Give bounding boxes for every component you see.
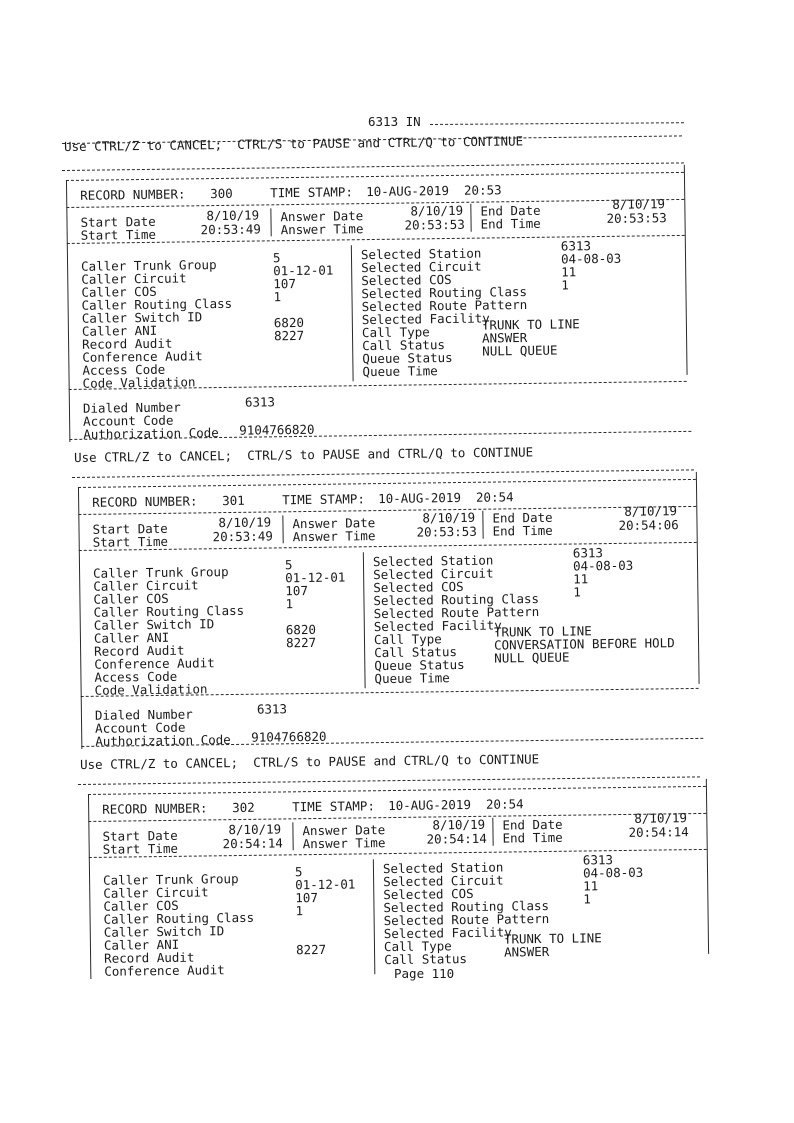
end-date-value: 8/10/19: [624, 503, 678, 519]
call-type-value: TRUNK TO LINE: [493, 623, 592, 640]
page-number: Page 110: [394, 966, 455, 981]
queue-time-label: Queue Time: [374, 670, 450, 687]
start-time-label: Start Time: [92, 533, 169, 550]
queue-status-label: Queue Status: [362, 349, 453, 367]
time-stamp-value: 10-AUG-2019 20:54: [388, 796, 524, 814]
selected-station-value: 6313: [582, 852, 614, 868]
record-number-value: 300: [210, 185, 233, 202]
call-status-label: Call Status: [362, 337, 446, 354]
control-instructions: Use CTRL/Z to CANCEL; CTRL/S to PAUSE and CTRL/Q to CONTINUE: [79, 751, 540, 772]
authorization-code-value: 9104766820: [251, 728, 327, 745]
selected-route-pattern-label: Selected Route Pattern: [361, 296, 528, 315]
call-type-label: Call Type: [361, 324, 430, 341]
caller-switch-id-label: Caller Switch ID: [81, 309, 203, 326]
caller-cos-value: 107: [285, 582, 309, 599]
end-date-label: End Date: [480, 202, 541, 219]
caller-routing-class-value: 1: [295, 903, 304, 919]
column-divider: [282, 515, 283, 543]
call-type-value: TRUNK TO LINE: [503, 930, 602, 947]
divider: [62, 162, 684, 171]
record-right-border: [696, 472, 700, 684]
header-divider: [430, 122, 684, 125]
start-date-label: Start Date: [102, 827, 178, 844]
column-divider: [351, 245, 354, 381]
record-right-border: [684, 165, 688, 375]
conference-audit-label: Conference Audit: [94, 655, 215, 672]
call-type-label: Call Type: [383, 938, 452, 955]
start-time-value: 20:53:49: [200, 221, 261, 238]
caller-cos-value: 107: [295, 889, 319, 906]
answer-date-value: 8/10/19: [432, 816, 486, 833]
record-number-value: 302: [232, 799, 255, 816]
divider: [67, 235, 685, 244]
record-left-border: [66, 180, 70, 442]
selected-facility-label: Selected Facility: [383, 924, 512, 942]
caller-circuit-label: Caller Circuit: [93, 577, 199, 594]
start-time-label: Start Time: [80, 226, 157, 243]
selected-route-pattern-label: Selected Route Pattern: [373, 603, 540, 622]
column-divider: [492, 818, 493, 846]
end-date-label: End Date: [502, 816, 563, 833]
caller-cos-label: Caller COS: [93, 590, 169, 607]
start-date-label: Start Date: [80, 213, 156, 230]
account-code-label: Account Code: [95, 719, 186, 736]
end-date-value: 8/10/19: [634, 810, 688, 826]
caller-trunk-group-label: Caller Trunk Group: [102, 871, 239, 888]
caller-ani-value: 6820: [273, 314, 305, 331]
answer-time-label: Answer Time: [280, 221, 364, 238]
control-instructions: Use CTRL/Z to CANCEL; CTRL/S to PAUSE and CTRL/Q to CONTINUE: [73, 444, 534, 465]
end-time-label: End Time: [502, 829, 563, 846]
queue-time-label: Queue Time: [362, 363, 438, 380]
divider: [72, 469, 694, 478]
selected-routing-class-value: 1: [583, 891, 592, 907]
record-top-border: [78, 479, 696, 488]
selected-routing-class-label: Selected Routing Class: [361, 283, 528, 302]
selected-station-value: 6313: [572, 545, 604, 561]
dialed-number-value: 6313: [256, 701, 288, 717]
call-status-value: CONVERSATION BEFORE HOLD: [493, 635, 675, 653]
caller-switch-id-label: Caller Switch ID: [103, 923, 225, 940]
record-number-label: RECORD NUMBER:: [92, 493, 198, 510]
access-code-label: Access Code: [94, 668, 178, 685]
column-divider: [292, 822, 293, 850]
selected-circuit-label: Selected Circuit: [373, 565, 494, 583]
selected-station-label: Selected Station: [382, 859, 504, 877]
caller-ani-label: Caller ANI: [81, 322, 158, 339]
dialed-number-label: Dialed Number: [82, 399, 181, 416]
access-code-label: Access Code: [82, 361, 166, 378]
time-stamp-value: 10-AUG-2019 20:53: [366, 182, 502, 200]
code-validation-label: Code Validation: [94, 681, 208, 698]
selected-cos-label: Selected COS: [373, 578, 464, 596]
record-audit-value: 8227: [295, 941, 327, 958]
selected-circuit-value: 04-08-03: [560, 250, 622, 267]
caller-routing-class-label: Caller Routing Class: [103, 909, 255, 927]
caller-routing-class-value: 1: [273, 289, 282, 305]
selected-cos-label: Selected COS: [383, 885, 474, 903]
dialed-number-label: Dialed Number: [94, 706, 193, 723]
column-divider: [373, 859, 376, 974]
record-number-value: 301: [222, 492, 245, 509]
call-type-label: Call Type: [373, 631, 442, 648]
call-status-label: Call Status: [374, 644, 458, 661]
authorization-code-value: 9104766820: [239, 421, 315, 438]
divider: [89, 849, 707, 858]
start-date-label: Start Date: [92, 520, 168, 537]
account-code-label: Account Code: [83, 412, 174, 429]
code-validation-label: Code Validation: [82, 374, 196, 391]
caller-trunk-group-label: Caller Trunk Group: [92, 564, 229, 581]
divider: [78, 776, 700, 785]
record-left-border: [78, 487, 82, 749]
answer-time-label: Answer Time: [292, 528, 376, 545]
call-record-300: [66, 175, 697, 445]
caller-ani-label: Caller ANI: [93, 629, 170, 646]
record-audit-label: Record Audit: [104, 949, 195, 966]
caller-switch-id-label: Caller Switch ID: [93, 616, 215, 633]
answer-date-label: Answer Date: [280, 208, 364, 225]
caller-circuit-label: Caller Circuit: [103, 884, 209, 901]
start-date-value: 8/10/19: [218, 514, 272, 531]
answer-time-label: Answer Time: [302, 835, 386, 852]
conference-audit-label: Conference Audit: [82, 348, 203, 365]
record-audit-label: Record Audit: [82, 335, 173, 352]
column-divider: [482, 511, 483, 539]
page-title: 6313 IN: [368, 114, 421, 129]
end-date-value: 8/10/19: [612, 196, 666, 212]
caller-ani-value: 6820: [285, 621, 317, 638]
selected-circuit-label: Selected Circuit: [361, 258, 482, 276]
record-audit-value: 8227: [273, 327, 305, 344]
end-date-label: End Date: [492, 509, 553, 526]
queue-status-value: NULL QUEUE: [494, 649, 570, 666]
end-time-value: 20:53:53: [606, 210, 667, 226]
call-record-302: [88, 789, 718, 982]
time-stamp-label: TIME STAMP:: [282, 491, 366, 508]
control-instructions: Use CTRL/Z to CANCEL; CTRL/S to PAUSE and CTRL/Q to CONTINUE: [63, 133, 524, 154]
selected-circuit-label: Selected Circuit: [383, 872, 504, 890]
selected-facility-label: Selected Facility: [373, 617, 502, 635]
queue-status-value: NULL QUEUE: [482, 342, 558, 359]
end-time-label: End Time: [480, 215, 541, 232]
end-time-label: End Time: [492, 522, 553, 539]
caller-ani-label: Caller ANI: [103, 936, 180, 953]
caller-circuit-value: 01-12-01: [285, 569, 346, 586]
caller-cos-label: Caller COS: [103, 897, 179, 914]
answer-date-label: Answer Date: [292, 515, 376, 532]
selected-routing-class-value: 1: [561, 277, 570, 293]
record-top-border: [88, 786, 706, 795]
record-number-label: RECORD NUMBER:: [80, 186, 186, 203]
caller-trunk-group-value: 5: [294, 864, 303, 880]
dialed-number-value: 6313: [244, 394, 276, 410]
column-divider: [470, 204, 471, 232]
call-status-value: ANSWER: [481, 329, 528, 346]
selected-circuit-value: 04-08-03: [582, 864, 644, 881]
conference-audit-label: Conference Audit: [104, 962, 225, 979]
selected-station-label: Selected Station: [360, 245, 482, 263]
authorization-code-label: Authorization Code: [95, 732, 231, 749]
start-time-label: Start Time: [102, 840, 179, 857]
end-time-value: 20:54:06: [618, 517, 679, 533]
caller-routing-class-value: 1: [285, 596, 294, 612]
column-divider: [363, 552, 366, 688]
call-type-value: TRUNK TO LINE: [481, 316, 580, 333]
answer-time-value: 20:54:14: [426, 830, 487, 847]
caller-circuit-value: 01-12-01: [273, 262, 334, 279]
caller-trunk-group-value: 5: [284, 557, 293, 573]
record-right-border: [706, 779, 709, 954]
caller-routing-class-label: Caller Routing Class: [93, 602, 245, 620]
call-status-label: Call Status: [384, 951, 468, 968]
call-record-301: [78, 482, 709, 752]
caller-trunk-group-label: Caller Trunk Group: [80, 257, 217, 274]
start-date-value: 8/10/19: [228, 821, 282, 838]
start-time-value: 20:53:49: [212, 528, 273, 545]
caller-cos-label: Caller COS: [81, 283, 157, 300]
caller-trunk-group-value: 5: [272, 250, 281, 266]
caller-circuit-value: 01-12-01: [295, 876, 356, 893]
column-divider: [270, 208, 271, 236]
divider: [79, 542, 697, 551]
selected-cos-value: 11: [583, 878, 599, 894]
selected-routing-class-label: Selected Routing Class: [373, 590, 540, 609]
selected-cos-label: Selected COS: [361, 271, 452, 289]
caller-routing-class-label: Caller Routing Class: [81, 295, 233, 313]
authorization-code-label: Authorization Code: [83, 425, 219, 442]
answer-time-value: 20:53:53: [404, 216, 465, 233]
answer-date-value: 8/10/19: [422, 509, 476, 526]
queue-status-label: Queue Status: [374, 656, 465, 674]
start-date-value: 8/10/19: [206, 207, 260, 224]
record-audit-value: 8227: [285, 634, 317, 651]
answer-date-value: 8/10/19: [410, 202, 464, 219]
selected-route-pattern-label: Selected Route Pattern: [383, 910, 550, 929]
time-stamp-value: 10-AUG-2019 20:54: [378, 489, 514, 507]
end-time-value: 20:54:14: [628, 824, 689, 840]
answer-time-value: 20:53:53: [416, 523, 477, 540]
selected-routing-class-value: 1: [573, 584, 582, 600]
time-stamp-label: TIME STAMP:: [292, 798, 376, 815]
selected-circuit-value: 04-08-03: [572, 557, 634, 574]
start-time-value: 20:54:14: [222, 835, 283, 852]
answer-date-label: Answer Date: [302, 822, 386, 839]
selected-routing-class-label: Selected Routing Class: [383, 897, 550, 916]
selected-facility-label: Selected Facility: [361, 310, 490, 328]
caller-cos-value: 107: [273, 275, 297, 292]
time-stamp-label: TIME STAMP:: [270, 184, 354, 201]
selected-station-label: Selected Station: [372, 552, 494, 570]
record-audit-label: Record Audit: [94, 642, 185, 659]
selected-cos-value: 11: [573, 571, 589, 587]
selected-cos-value: 11: [561, 264, 577, 280]
caller-circuit-label: Caller Circuit: [81, 270, 187, 287]
record-top-border: [66, 172, 684, 181]
record-number-label: RECORD NUMBER:: [102, 800, 208, 817]
selected-station-value: 6313: [560, 238, 592, 254]
call-status-value: ANSWER: [503, 943, 550, 960]
